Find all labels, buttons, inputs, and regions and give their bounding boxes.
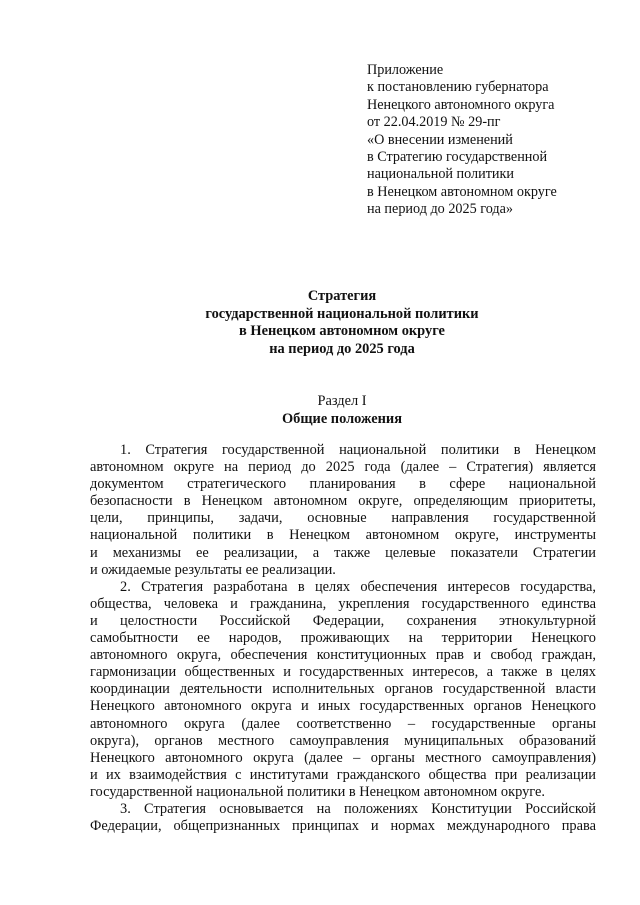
paragraph-line: и ожидаемые результаты ее реализации. [90,561,336,578]
paragraph-line: национальной политики в Ненецком автономном округе, инструменты [90,527,596,544]
paragraph-line: координации деятельности исполнительных органов государственной власти [90,681,596,698]
appendix-header [367,62,617,219]
appendix-line: Ненецкого автономного округа [367,96,555,113]
paragraph-line: и механизмы ее реализации, а также целевые показатели Стратегии [90,544,596,561]
paragraph-3 [90,801,596,835]
title-line: в Ненецком автономном округе [239,323,445,340]
paragraph-line: общества, человека и гражданина, укрепления государственного единства [90,595,596,612]
paragraph-line: цели, принципы, задачи, основные направления государственной [90,510,596,527]
appendix-line: «О внесении изменений [367,131,513,148]
paragraph-line: самобытности ее народов, проживающих на территории Ненецкого [90,630,596,647]
paragraph-line: документом стратегического планирования в сфере национальной [90,476,596,493]
appendix-line: в Ненецком автономном округе [367,183,557,200]
paragraph-line: безопасности в Ненецком автономном округе, определяющим приоритеты, [90,493,596,510]
paragraph-line: государственной национальной политики в Ненецком автономном округе. [90,783,545,800]
title-line: государственной национальной политики [205,305,479,322]
document-title [90,288,594,358]
body-text [90,442,596,835]
paragraph-line: и их взаимодействия с институтами гражданского общества при реализации [90,766,596,783]
appendix-line: к постановлению губернатора [367,79,549,96]
title-line: на период до 2025 года [269,340,415,357]
paragraph-line: автономном округе на период до 2025 года (далее – Стратегия) является [90,459,596,476]
title-line: Стратегия [307,288,377,304]
paragraph-line: Ненецкого автономного округа и иных государственных органов Ненецкого [90,698,596,715]
paragraph-line: округа), органов местного самоуправления муниципальных образований [90,732,596,749]
paragraph-line: гармонизации общественных и государственных интересов, а также в целях [90,664,596,681]
paragraph-line: и целостности Российской Федерации, сохранения этнокультурной [90,612,596,629]
paragraph-line: 3. Стратегия основывается на положениях Конституции Российской [120,800,596,817]
appendix-line: национальной политики [367,166,515,183]
paragraph-line: Ненецкого автономного округа (далее – органы местного самоуправления) [90,749,596,766]
appendix-line: Приложение [367,62,444,78]
paragraph-line: 1. Стратегия государственной национальной политики в Ненецком [120,442,596,458]
paragraph-line: автономного округа, обеспечения конституционных прав и свобод граждан, [90,647,596,664]
paragraph-1 [90,442,596,579]
appendix-line: от 22.04.2019 № 29-пг [367,114,501,131]
section-heading [90,393,594,428]
section-number: Раздел I [317,393,367,409]
paragraph-line: автономного округа (далее соответственно – государственные органы [90,715,596,732]
paragraph-2 [90,579,596,801]
paragraph-line: 2. Стратегия разработана в целях обеспечения интересов государства, [120,578,596,595]
appendix-line: в Стратегию государственной [367,149,548,166]
appendix-line: на период до 2025 года» [367,201,514,218]
paragraph-line: Федерации, общепризнанных принципах и нормах международного права [90,818,596,835]
section-title: Общие положения [281,410,403,427]
